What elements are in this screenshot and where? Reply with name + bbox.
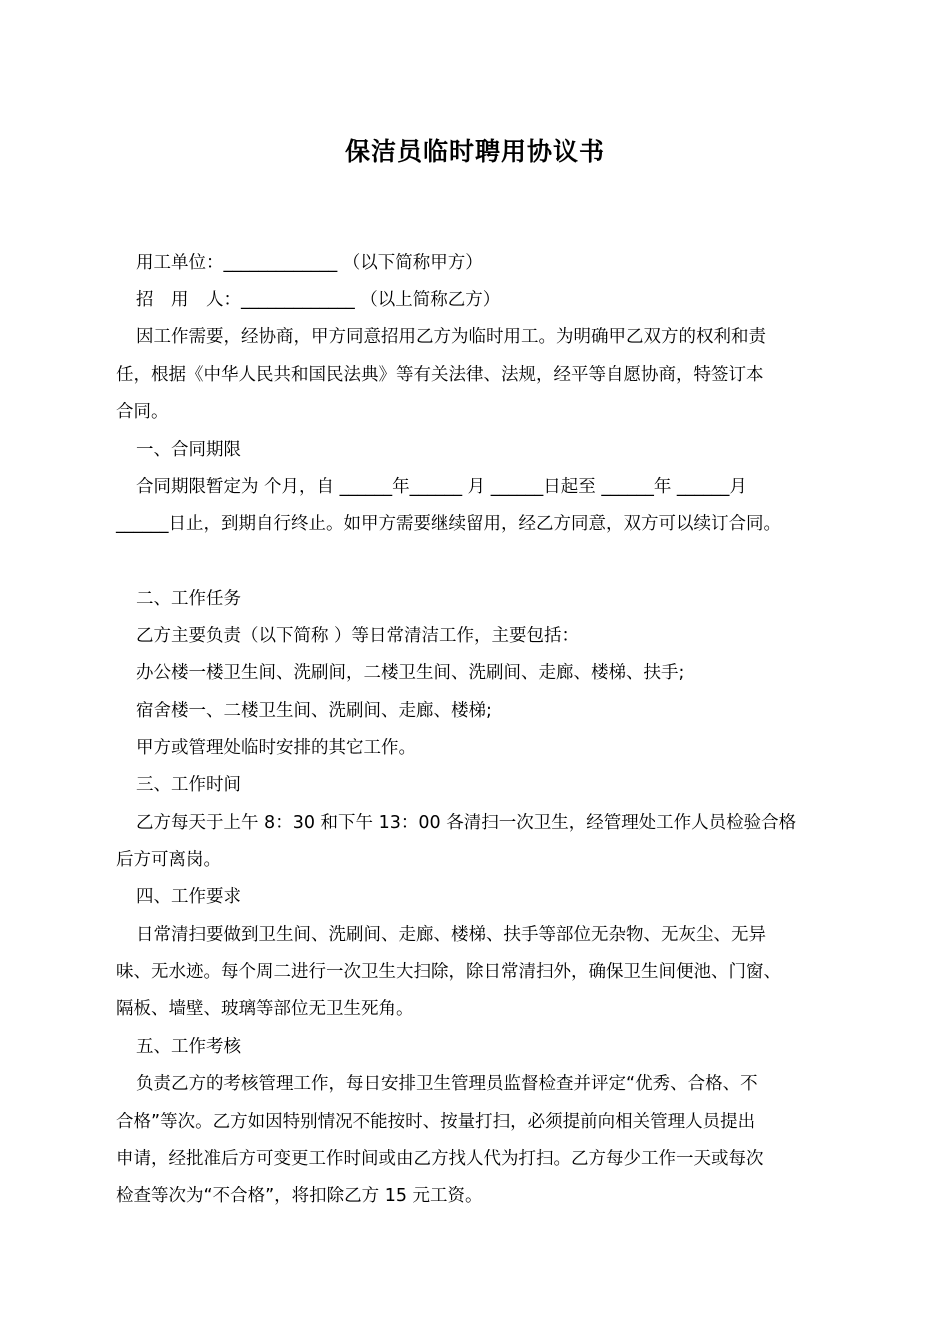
tasks-line-4: 甲方或管理处临时安排的其它工作。	[136, 738, 416, 758]
section-heading-tasks: 二、工作任务	[136, 589, 241, 609]
tasks-line-2: 办公楼一楼卫生间、洗刷间，二楼卫生间、洗刷间、走廊、楼梯、扶手;	[136, 663, 685, 683]
hours-paragraph-line-1: 乙方每天于上午 8：30 和下午 13：00 各清扫一次卫生，经管理处工作人员检验合格	[136, 813, 797, 833]
assessment-paragraph-line-3: 申请，经批准后方可变更工作时间或由乙方找人代为打扫。乙方每少工作一天或每次	[116, 1149, 764, 1169]
section-heading-hours: 三、工作时间	[136, 775, 241, 795]
section-heading-term: 一、合同期限	[136, 440, 241, 460]
intro-paragraph-line-3: 合同。	[116, 402, 169, 422]
requirements-paragraph-line-1: 日常清扫要做到卫生间、洗刷间、走廊、楼梯、扶手等部位无杂物、无灰尘、无异	[136, 925, 766, 945]
assessment-paragraph-line-4: 检查等次为“不合格”，将扣除乙方 15 元工资。	[116, 1186, 483, 1206]
tasks-line-1: 乙方主要负责（以下简称 ）等日常清洁工作，主要包括：	[136, 626, 580, 646]
employer-line: 用工单位：_____________ （以下简称甲方）	[136, 253, 483, 273]
assessment-paragraph-line-1: 负责乙方的考核管理工作，每日安排卫生管理员监督检查并评定“优秀、合格、不	[136, 1074, 758, 1094]
assessment-paragraph-line-2: 合格”等次。乙方如因特别情况不能按时、按量打扫，必须提前向相关管理人员提出	[116, 1112, 756, 1132]
intro-paragraph-line-2: 任，根据《中华人民共和国民法典》等有关法律、法规，经平等自愿协商，特签订本	[116, 365, 764, 385]
tasks-line-3: 宿舍楼一、二楼卫生间、洗刷间、走廊、楼梯;	[136, 701, 492, 721]
requirements-paragraph-line-2: 味、无水迹。每个周二进行一次卫生大扫除，除日常清扫外，确保卫生间便池、门窗、	[116, 962, 781, 982]
requirements-paragraph-line-3: 隔板、墙壁、玻璃等部位无卫生死角。	[116, 999, 414, 1019]
term-paragraph-line-2: ______日止，到期自行终止。如甲方需要继续留用，经乙方同意，双方可以续订合同。	[116, 514, 781, 534]
section-heading-requirements: 四、工作要求	[136, 887, 241, 907]
section-heading-assessment: 五、工作考核	[136, 1037, 241, 1057]
term-paragraph-line-1: 合同期限暂定为 个月，自 ______年______ 月 ______日起至 ______年 ______月	[136, 477, 747, 497]
intro-paragraph-line-1: 因工作需要，经协商，甲方同意招用乙方为临时用工。为明确甲乙双方的权利和责	[136, 327, 766, 347]
hours-paragraph-line-2: 后方可离岗。	[116, 850, 221, 870]
document-title: 保洁员临时聘用协议书	[344, 137, 605, 166]
employee-line: 招 用 人：_____________ （以上简称乙方）	[136, 290, 501, 310]
